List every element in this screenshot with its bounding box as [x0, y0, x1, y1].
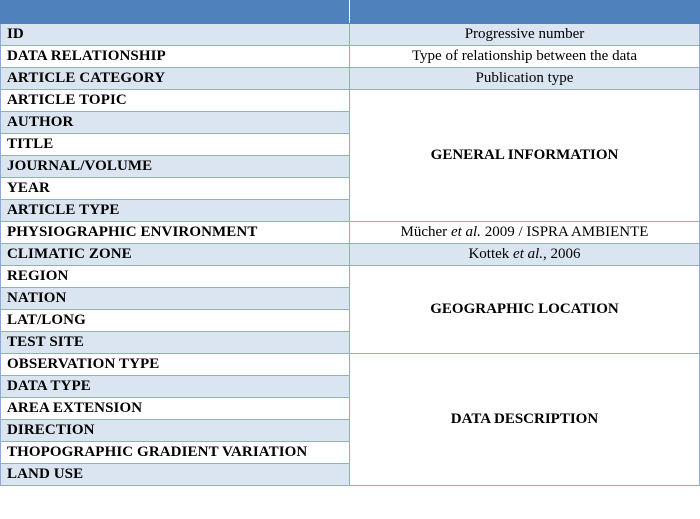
group-geographic-location: GEOGRAPHIC LOCATION: [350, 266, 700, 354]
row-label-land-use: LAND USE: [1, 464, 350, 486]
row-value-climatic-zone: [350, 244, 700, 266]
row-label-direction: DIRECTION: [1, 420, 350, 442]
row-label-nation: NATION: [1, 288, 350, 310]
table-row: [1, 266, 700, 288]
group-general-information: GENERAL INFORMATION: [350, 90, 700, 222]
row-label-lat-long: LAT/LONG: [1, 310, 350, 332]
table-row: [1, 46, 700, 68]
row-label-article-topic: ARTICLE TOPIC: [1, 90, 350, 112]
group-data-description: DATA DESCRIPTION: [350, 354, 700, 486]
row-label-region: REGION: [1, 266, 350, 288]
row-label-author: AUTHOR: [1, 112, 350, 134]
row-label-area-extension: AREA EXTENSION: [1, 398, 350, 420]
row-label-journal-volume: JOURNAL/VOLUME: [1, 156, 350, 178]
citation-rest: 2009 / ISPRA AMBIENTE: [480, 224, 649, 240]
table-row: [1, 90, 700, 112]
row-value-article-category: Publication type: [350, 68, 700, 90]
row-label-climatic-zone: CLIMATIC ZONE: [1, 244, 350, 266]
table-row: [1, 24, 700, 46]
citation-author: Mücher: [400, 224, 451, 240]
citation-et-al: et al.: [450, 224, 481, 240]
row-label-test-site: TEST SITE: [1, 332, 350, 354]
row-label-id: ID: [1, 24, 350, 46]
table-row: [1, 244, 700, 266]
row-label-data-type: DATA TYPE: [1, 376, 350, 398]
row-label-year: YEAR: [1, 178, 350, 200]
row-label-physiographic-environment: PHYSIOGRAPHIC ENVIRONMENT: [1, 222, 350, 244]
row-label-data-relationship: DATA RELATIONSHIP: [1, 46, 350, 68]
row-label-observation-type: OBSERVATION TYPE: [1, 354, 350, 376]
table-header-row: [1, 1, 700, 24]
table-row: [1, 68, 700, 90]
row-label-article-type: ARTICLE TYPE: [1, 200, 350, 222]
row-value-physiographic-environment: [350, 222, 700, 244]
row-value-id: Progressive number: [350, 24, 700, 46]
row-label-article-category: ARTICLE CATEGORY: [1, 68, 350, 90]
citation-et-al: et al.: [513, 246, 544, 262]
header-cell-description: [350, 1, 700, 24]
header-cell-field: [1, 1, 350, 24]
row-label-thopographic-gradient-variation: THOPOGRAPHIC GRADIENT VARIATION: [1, 442, 350, 464]
citation-author: Kottek: [468, 246, 514, 262]
row-value-data-relationship: Type of relationship between the data: [350, 46, 700, 68]
table-row: [1, 222, 700, 244]
citation-rest: , 2006: [543, 246, 581, 262]
row-label-title: TITLE: [1, 134, 350, 156]
table-row: [1, 354, 700, 376]
